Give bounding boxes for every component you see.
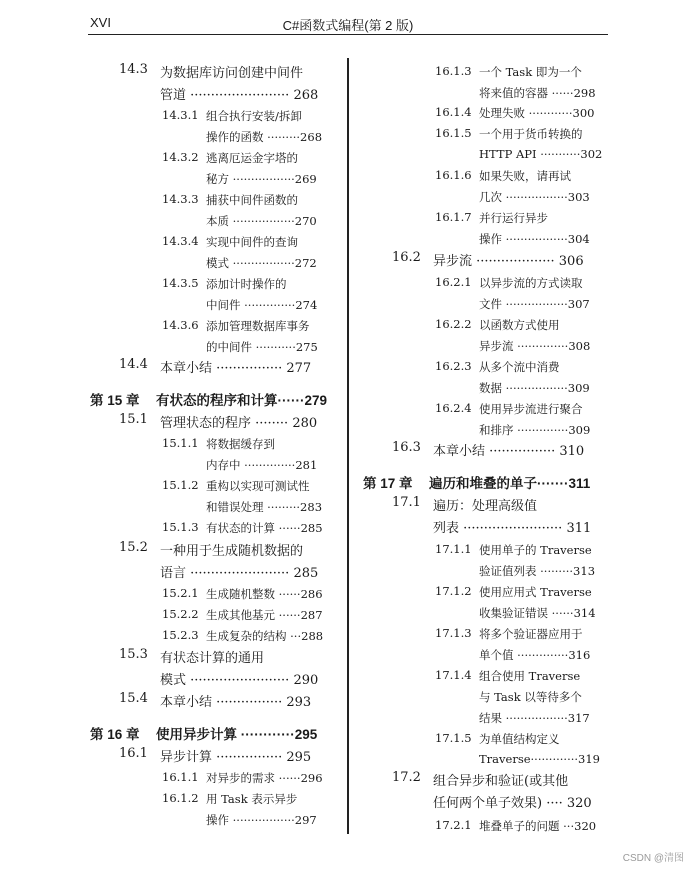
toc-entry-line: 为数据库访问创建中间件 [160,66,304,81]
toc-entry-line: 添加计时操作的 [206,277,287,291]
toc-entry-line: 一种用于生成随机数据的 [160,544,304,559]
toc-entry-line: 遍历：处理高级值 [433,499,538,514]
toc-entry-line: 本章小结 ················ 293 [160,695,312,710]
toc-entry-number: 17.2.1 [435,818,472,832]
toc-entry-line: 与 Task 以等待多个 [479,690,582,704]
toc-entry-line: 如果失败，请再试 [479,169,571,183]
toc-entry-line: 对异步的需求 ······296 [206,771,323,785]
toc-entry-line: 的中间件 ···········275 [206,340,318,354]
toc-entry-line: 堆叠单子的问题 ···320 [479,819,597,833]
toc-entry-line: 使用应用式 Traverse [479,585,592,599]
toc-entry-line: 添加管理数据库事务 [206,319,310,333]
toc-entry-number: 16.2.2 [435,317,472,331]
toc-entry-line: 异步计算 ················ 295 [160,750,312,765]
toc-entry-line: 文件 ·················307 [479,297,590,311]
toc-entry-line: 语言 ························ 285 [160,566,319,581]
toc-entry-number: 14.3.1 [162,108,199,122]
toc-entry-number: 15.2.3 [162,628,199,642]
toc-entry-line: 并行运行异步 [479,211,548,225]
toc-entry-number: 16.1.3 [435,64,472,78]
toc-entry-number: 17.2 [392,770,421,785]
toc-entry-line: 操作 ·················297 [206,813,317,827]
toc-entry-line: 管理状态的程序 ········ 280 [160,416,318,431]
toc-entry-number: 16.1.7 [435,210,472,224]
toc-entry-line: 有状态的程序和计算······279 [156,393,327,408]
toc-entry-line: 生成复杂的结构 ···288 [206,629,324,643]
toc-entry-number: 17.1.1 [435,542,472,556]
toc-entry-number: 17.1.4 [435,668,472,682]
toc-entry-line: 几次 ·················303 [479,190,590,204]
toc-entry-line: 有状态的计算 ······285 [206,521,323,535]
toc-entry-number: 15.2.2 [162,607,199,621]
toc-entry-line: 一个用于货币转换的 [479,127,583,141]
toc-entry-number: 14.4 [119,357,148,372]
toc-entry-line: 以异步流的方式读取 [479,276,583,290]
toc-entry-number: 17.1 [392,495,421,510]
toc-entry-line: HTTP API ···········302 [479,147,603,161]
toc-entry-line: 中间件 ··············274 [206,298,318,312]
toc-entry-line: 实现中间件的查询 [206,235,298,249]
toc-entry-line: 模式 ························ 290 [160,673,319,688]
toc-entry-line: 组合使用 Traverse [479,669,581,683]
toc-entry-line: 列表 ························ 311 [433,521,592,536]
toc-entry-line: 模式 ·················272 [206,256,317,270]
toc-entry-number: 第 15 章 [90,393,140,408]
watermark: CSDN @清图 [622,853,684,864]
toc-entry-number: 15.1.2 [162,478,199,492]
toc-entry-line: 任何两个单子效果) ···· 320 [433,796,592,811]
toc-entry-number: 第 17 章 [363,476,413,491]
toc-entry-line: 从多个流中消费 [479,360,560,374]
toc-entry-number: 15.1.1 [162,436,199,450]
toc-entry-number: 16.1.4 [435,105,472,119]
toc-entry-line: 生成随机整数 ······286 [206,587,323,601]
toc-entry-number: 16.1.5 [435,126,472,140]
toc-entry-number: 第 16 章 [90,727,140,742]
toc-entry-number: 17.1.5 [435,731,472,745]
toc-entry-number: 15.1 [119,412,148,427]
toc-entry-number: 15.4 [119,691,148,706]
toc-entry-number: 15.2.1 [162,586,199,600]
toc-entry-line: Traverse·············319 [479,752,601,766]
toc-entry-line: 将数据缓存到 [206,437,275,451]
toc-entry-line: 将多个验证器应用于 [479,627,583,641]
toc-entry-line: 秘方 ·················269 [206,172,317,186]
toc-entry-number: 17.1.2 [435,584,472,598]
toc-entry-number: 17.1.3 [435,626,472,640]
toc-entry-number: 16.2.3 [435,359,472,373]
toc-entry-number: 15.2 [119,540,148,555]
toc-entry-line: 操作 ·················304 [479,232,590,246]
toc-entry-line: 为单值结构定义 [479,732,560,746]
page-header [88,14,608,35]
toc-entry-number: 14.3.2 [162,150,199,164]
toc-entry-line: 本质 ·················270 [206,214,317,228]
toc-entry-number: 16.3 [392,440,421,455]
toc-entry-line: 使用异步计算 ············295 [156,727,318,742]
toc-entry-line: 使用异步流进行聚合 [479,402,583,416]
toc-entry-line: 组合异步和验证(或其他 [433,774,569,789]
toc-entry-line: 和错误处理 ·········283 [206,500,323,514]
toc-entry-line: 用 Task 表示异步 [206,792,298,806]
toc-entry-number: 14.3.3 [162,192,199,206]
toc-entry-number: 14.3.4 [162,234,199,248]
toc-entry-line: 和排序 ··············309 [479,423,591,437]
toc-entry-line: 将来值的容器 ······298 [479,86,596,100]
toc-entry-line: 数据 ·················309 [479,381,590,395]
toc-entry-number: 16.2.1 [435,275,472,289]
toc-entry-line: 处理失败 ············300 [479,106,595,120]
column-divider [347,58,349,834]
toc-entry-line: 异步流 ··············308 [479,339,591,353]
toc-entry-number: 16.2.4 [435,401,472,415]
toc-entry-number: 14.3.6 [162,318,199,332]
toc-entry-number: 16.1.1 [162,770,199,784]
toc-entry-line: 遍历和堆叠的单子·······311 [429,476,591,491]
toc-entry-number: 14.3 [119,62,148,77]
toc-entry-number: 16.1 [119,746,148,761]
toc-entry-number: 16.1.6 [435,168,472,182]
toc-entry-line: 本章小结 ················ 277 [160,361,312,376]
toc-entry-line: 使用单子的 Traverse [479,543,592,557]
toc-entry-line: 操作的函数 ·········268 [206,130,323,144]
book-title: C#函数式编程(第 2 版) [282,18,414,33]
toc-entry-line: 内存中 ··············281 [206,458,318,472]
toc-entry-number: 16.2 [392,250,421,265]
toc-entry-line: 有状态计算的通用 [160,651,265,666]
toc-entry-line: 生成其他基元 ······287 [206,608,323,622]
toc-entry-line: 结果 ·················317 [479,711,590,725]
toc-entry-line: 重构以实现可测试性 [206,479,310,493]
toc-entry-number: 15.1.3 [162,520,199,534]
toc-entry-number: 15.3 [119,647,148,662]
toc-entry-line: 管道 ························ 268 [160,88,319,103]
toc-entry-line: 以函数方式使用 [479,318,560,332]
toc-entry-number: 16.1.2 [162,791,199,805]
toc-entry-line: 异步流 ··················· 306 [433,254,584,269]
toc-entry-line: 组合执行安装/拆卸 [206,109,302,123]
toc-entry-line: 逃离厄运金字塔的 [206,151,298,165]
toc-entry-number: 14.3.5 [162,276,199,290]
toc-entry-line: 收集验证错误 ······314 [479,606,596,620]
toc-entry-line: 一个 Task 即为一个 [479,65,582,79]
toc-entry-line: 捕获中间件函数的 [206,193,298,207]
toc-entry-line: 单个值 ··············316 [479,648,591,662]
toc-entry-line: 本章小结 ················ 310 [433,444,585,459]
page-number: XVI [90,15,111,30]
toc-entry-line: 验证值列表 ·········313 [479,564,596,578]
